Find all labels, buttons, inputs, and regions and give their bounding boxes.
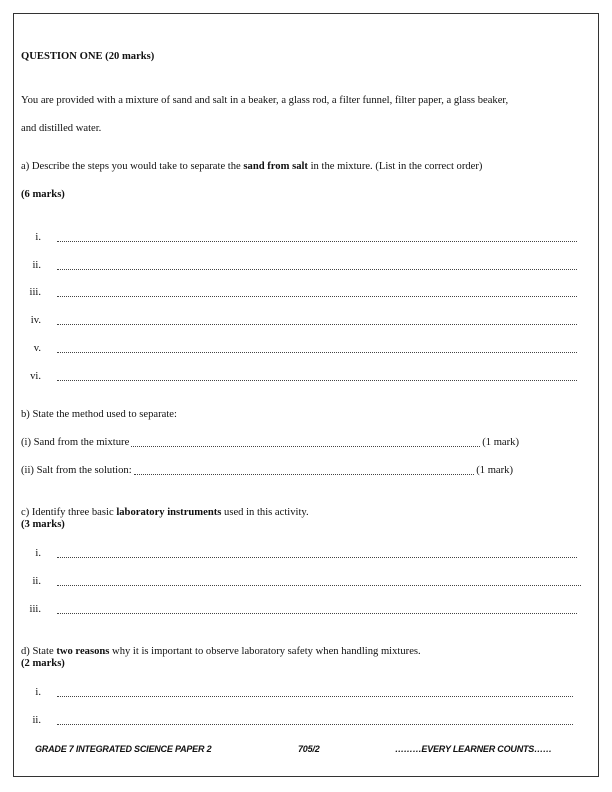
item-number: ii. xyxy=(32,576,41,587)
part-d-marks: (2 marks) xyxy=(21,658,65,669)
answer-line[interactable] xyxy=(21,232,577,244)
item-number: ii. xyxy=(32,715,41,726)
marks: (1 mark) xyxy=(476,465,513,476)
footer-motto: ………EVERY LEARNER COUNTS…… xyxy=(395,744,552,754)
item-number: i. xyxy=(35,232,41,243)
answer-line[interactable] xyxy=(21,715,573,727)
answer-line[interactable] xyxy=(21,287,577,299)
dotted-line xyxy=(57,548,577,558)
label: (ii) Salt from the solution: xyxy=(21,465,132,476)
item-number: iv. xyxy=(30,315,41,326)
question-title: QUESTION ONE (20 marks) xyxy=(21,51,155,62)
dotted-line xyxy=(57,343,577,353)
marks: (1 mark) xyxy=(482,437,519,448)
item-number: i. xyxy=(35,687,41,698)
part-a-marks: (6 marks) xyxy=(21,189,65,200)
answer-line[interactable] xyxy=(21,343,577,355)
footer-paper-code: 705/2 xyxy=(298,744,320,754)
intro-line-2: and distilled water. xyxy=(21,123,102,134)
footer-paper-title: GRADE 7 INTEGRATED SCIENCE PAPER 2 xyxy=(35,744,212,754)
item-number: vi. xyxy=(30,371,41,382)
dotted-line xyxy=(131,437,480,447)
dotted-line xyxy=(57,576,581,586)
answer-line[interactable] xyxy=(21,604,577,616)
part-c-marks: (3 marks) xyxy=(21,519,65,530)
answer-line[interactable] xyxy=(21,260,577,272)
answer-line[interactable] xyxy=(21,548,577,560)
part-c-prompt: c) Identify three basic laboratory instruments used in this activity. xyxy=(21,507,309,518)
answer-line[interactable] xyxy=(21,576,581,588)
dotted-line xyxy=(57,371,577,381)
intro-line-1: You are provided with a mixture of sand and salt in a beaker, a glass rod, a filter funnel, filter paper, a glass beaker, xyxy=(21,95,509,106)
part-a-prompt: a) Describe the steps you would take to separate the sand from salt in the mixture. (List in the correct order) xyxy=(21,161,483,172)
dotted-line xyxy=(57,287,577,297)
item-number: iii. xyxy=(29,604,41,615)
dotted-line xyxy=(57,232,577,242)
label: (i) Sand from the mixture xyxy=(21,437,130,448)
part-b-ii-line[interactable] xyxy=(21,465,513,477)
part-d-prompt: d) State two reasons why it is important to observe laboratory safety when handling mixtures. xyxy=(21,646,421,657)
dotted-line xyxy=(57,260,577,270)
answer-line[interactable] xyxy=(21,687,573,699)
answer-line[interactable] xyxy=(21,315,577,327)
item-number: ii. xyxy=(32,260,41,271)
dotted-line xyxy=(57,715,573,725)
part-b-i-line[interactable] xyxy=(21,437,519,449)
dotted-line xyxy=(57,687,573,697)
answer-line[interactable] xyxy=(21,371,577,383)
item-number: v. xyxy=(33,343,41,354)
item-number: iii. xyxy=(29,287,41,298)
item-number: i. xyxy=(35,548,41,559)
dotted-line xyxy=(134,465,475,475)
dotted-line xyxy=(57,604,577,614)
dotted-line xyxy=(57,315,577,325)
part-b-prompt: b) State the method used to separate: xyxy=(21,409,177,420)
